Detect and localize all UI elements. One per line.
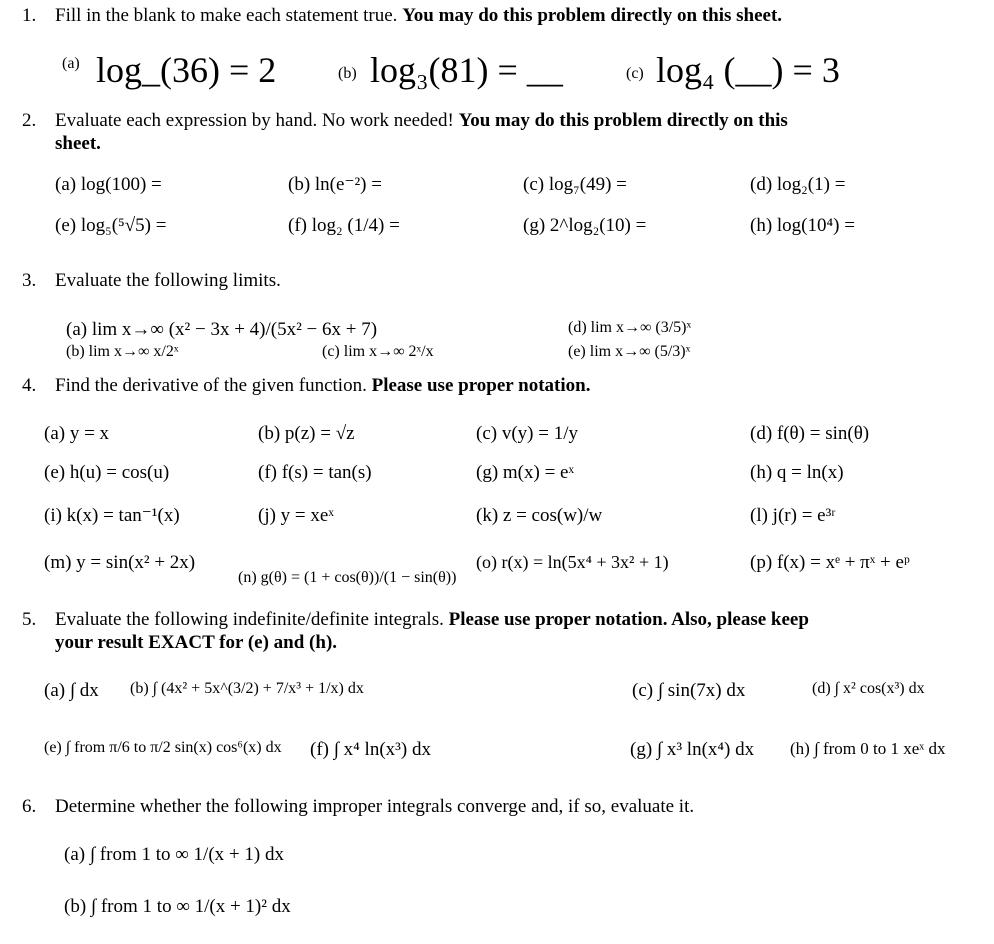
problem-4b: (b) p(z) = √z (258, 423, 355, 444)
problem-1-instructions (55, 6, 782, 25)
problem-4m: (m) y = sin(x² + 2x) (44, 552, 196, 573)
problem-4n: (n) g(θ) = (1 + cos(θ))/(1 − sin(θ)) (238, 569, 457, 586)
problem-4h: (h) q = ln(x) (750, 462, 844, 483)
problem-1c-label: (c) (626, 65, 644, 82)
problem-5a: (a) ∫ dx (44, 680, 99, 701)
problem-3d: (d) lim x→∞ (3/5)ˣ (568, 319, 692, 336)
problem-1c-expression: log₄ (__) = 3 (656, 50, 840, 90)
problem-5f: (f) ∫ x⁴ ln(x³) dx (310, 739, 431, 760)
problem-1a-label: (a) (62, 55, 80, 72)
problem-5c: (c) ∫ sin(7x) dx (632, 680, 746, 701)
problem-5-bold-note-2: your result EXACT for (e) and (h). (55, 632, 338, 653)
problem-4-number: 4. (22, 375, 37, 396)
problem-4c: (c) v(y) = 1/y (476, 423, 578, 444)
problem-1-number: 1. (22, 5, 37, 26)
problem-2-number: 2. (22, 110, 37, 131)
problem-6-text: Determine whether the following improper integrals converge and, if so, evaluate it. (55, 796, 695, 817)
problem-6b: (b) ∫ from 1 to ∞ 1/(x + 1)² dx (64, 896, 291, 917)
problem-4a: (a) y = x (44, 423, 110, 444)
problem-4p: (p) f(x) = xᵉ + πˣ + eᵖ (750, 552, 910, 573)
problem-4l: (l) j(r) = e³ʳ (750, 505, 836, 526)
problem-6a: (a) ∫ from 1 to ∞ 1/(x + 1) dx (64, 844, 284, 865)
problem-4d: (d) f(θ) = sin(θ) (750, 423, 870, 444)
problem-1a (62, 53, 80, 72)
problem-3-text: Evaluate the following limits. (55, 270, 281, 291)
problem-4-text: Find the derivative of the given function. (55, 375, 367, 396)
problem-4j: (j) y = xeˣ (258, 505, 334, 526)
problem-2-bold-note: You may do this problem directly on this (458, 110, 788, 131)
problem-4o: (o) r(x) = ln(5x⁴ + 3x² + 1) (476, 552, 669, 572)
problem-2-bold-note-2: sheet. (55, 133, 101, 154)
problem-3e: (e) lim x→∞ (5/3)ˣ (568, 343, 691, 360)
problem-5g: (g) ∫ x³ ln(x⁴) dx (630, 739, 755, 760)
problem-4f: (f) f(s) = tan(s) (258, 462, 372, 483)
problem-4-instructions (55, 376, 590, 395)
problem-5-text: Evaluate the following indefinite/definite integrals. (55, 609, 444, 630)
problem-3a: (a) lim x→∞ (x² − 3x + 4)/(5x² − 6x + 7) (66, 319, 378, 340)
problem-4i: (i) k(x) = tan⁻¹(x) (44, 505, 180, 526)
problem-2f: (f) log₂ (1/4) = (288, 215, 400, 236)
problem-2e: (e) log₅(⁵√5) = (55, 215, 167, 236)
problem-1-bold-note: You may do this problem directly on this sheet. (402, 5, 783, 26)
problem-5-number: 5. (22, 609, 37, 630)
problem-1b-expression: log₃(81) = __ (370, 50, 563, 90)
problem-4e: (e) h(u) = cos(u) (44, 462, 170, 483)
problem-1a-expression: log_(36) = 2 (96, 50, 277, 90)
problem-5-instructions (55, 610, 809, 629)
problem-4g: (g) m(x) = eˣ (476, 462, 574, 483)
problem-2d: (d) log₂(1) = (750, 174, 846, 195)
problem-2a: (a) log(100) = (55, 174, 162, 195)
problem-2-instructions (55, 111, 788, 130)
problem-5b: (b) ∫ (4x² + 5x^(3/2) + 7/x³ + 1/x) dx (130, 680, 364, 697)
problem-5h: (h) ∫ from 0 to 1 xeˣ dx (790, 739, 946, 758)
problem-4k: (k) z = cos(w)/w (476, 505, 603, 526)
problem-1b-label: (b) (338, 65, 357, 82)
problem-5d: (d) ∫ x² cos(x³) dx (812, 680, 925, 697)
problem-2-text: Evaluate each expression by hand. No work needed! (55, 110, 454, 131)
problem-2g: (g) 2^log₂(10) = (523, 215, 647, 236)
problem-3c: (c) lim x→∞ 2ˣ/x (322, 343, 434, 360)
problem-3-number: 3. (22, 270, 37, 291)
problem-2h: (h) log(10⁴) = (750, 215, 855, 236)
problem-1-text: Fill in the blank to make each statement true. (55, 5, 398, 26)
problem-2b: (b) ln(e⁻²) = (288, 174, 382, 195)
problem-2c: (c) log₇(49) = (523, 174, 627, 195)
problem-5e: (e) ∫ from π/6 to π/2 sin(x) cos⁶(x) dx (44, 739, 282, 756)
problem-4-bold-note: Please use proper notation. (371, 375, 591, 396)
problem-5-bold-note: Please use proper notation. Also, please keep (448, 609, 809, 630)
problem-6-number: 6. (22, 796, 37, 817)
problem-3b: (b) lim x→∞ x/2ˣ (66, 343, 179, 360)
